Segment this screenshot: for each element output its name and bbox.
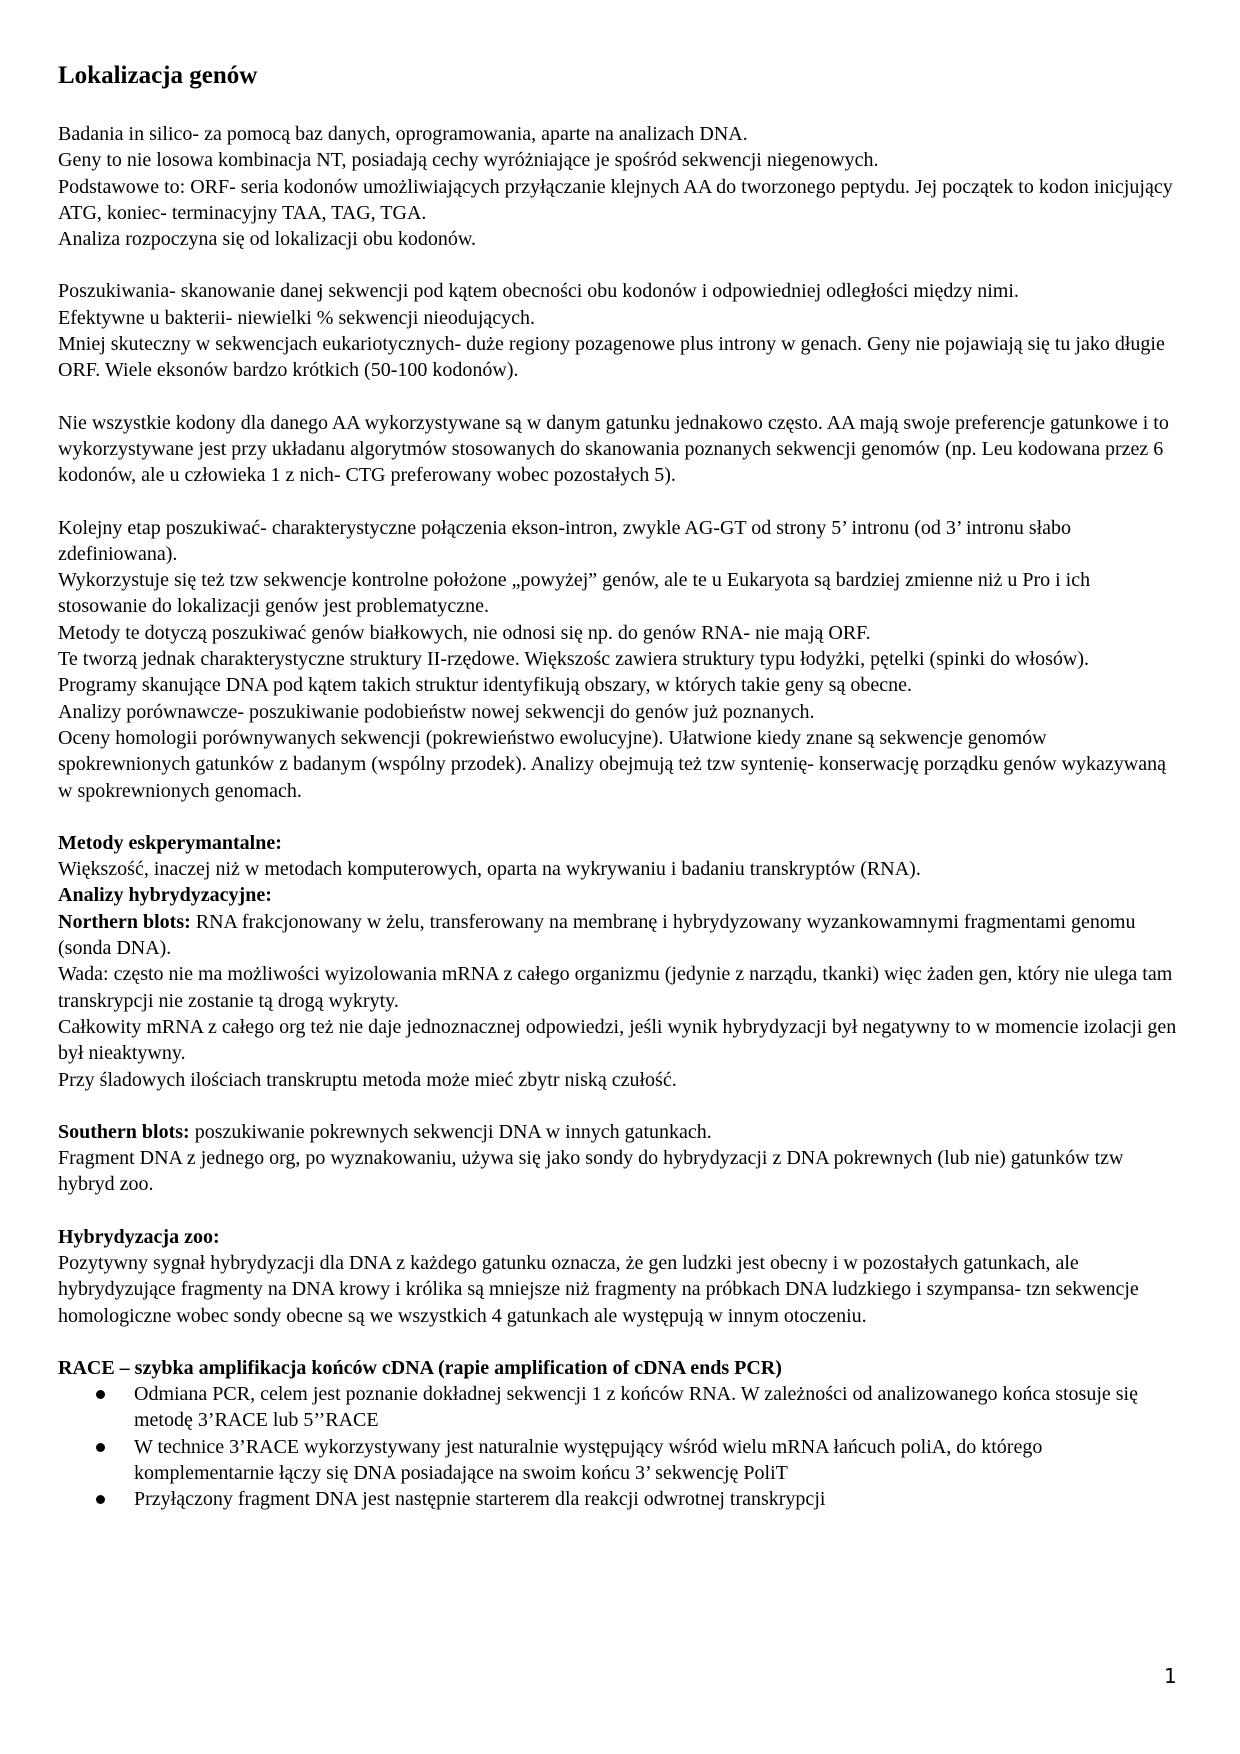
section-heading-zoo: Hybrydyzacja zoo: (58, 1225, 220, 1248)
paragraph-gap (58, 384, 1180, 410)
paragraph: Te tworzą jednak charakterystyczne struktury II-rzędowe. Większośc zawiera struktury typu łodyżki, pętelki (spinki do włosów). (58, 648, 1089, 671)
paragraph-gap (58, 1329, 1180, 1355)
bullet-icon (96, 1495, 105, 1504)
page-number: 1 (1164, 1664, 1177, 1688)
list-item-text: Przyłączony fragment DNA jest następnie starterem dla reakcji odwrotnej transkrypcji (134, 1488, 826, 1511)
paragraph: Badania in silico- za pomocą baz danych, oprogramowania, aparte na analizach DNA. (58, 123, 748, 145)
paragraph-gap (58, 1198, 1180, 1224)
northern-blots-text: RNA frakcjonowany w żelu, transferowany na membranę i hybrydyzowany wyzankowamnymi fragmentami genomu (sonda DNA). (58, 910, 1136, 960)
bullet-icon (96, 1443, 105, 1452)
paragraph: Oceny homologii porównywanych sekwencji (pokrewieństwo ewolucyjne). Ułatwione kiedy znane są sekwencje genomów spokrewnionych gatunków z badanym (wspólny przodek). Analizy obejmują też tzw syntenię- konserwację porządku genów wykazywaną w spokrewnionych genomach. (58, 726, 1166, 802)
southern-blots-label: Southern blots: (58, 1120, 190, 1143)
paragraph: Analizy porównawcze- poszukiwanie podobieństw nowej sekwencji do genów już poznanych. (58, 700, 815, 723)
paragraph: Pozytywny sygnał hybrydyzacji dla DNA z każdego gatunku oznacza, że gen ludzki jest obecny i w pozostałych gatunkach, ale hybrydyzujące fragmenty na DNA krowy i królika są mniejsze niż fragmenty na próbkach DNA ludzkiego i szympansa- tzn sekwencje homologiczne wobec sondy obecne są we wszystkich 4 gatunkach ale występują w innym otoczeniu. (58, 1251, 1139, 1327)
paragraph-gap (58, 1093, 1180, 1119)
paragraph: Analiza rozpoczyna się od lokalizacji obu kodonów. (58, 228, 477, 251)
paragraph: Nie wszystkie kodony dla danego AA wykorzystywane są w danym gatunku jednakowo często. AA mają swoje preferencje gatunkowe i to wykorzystywane jest przy układanu algorytmów stosowanych do skanowania poznanych sekwencji genomów (np. Leu kodowana przez 6 kodonów, ale u człowieka 1 z nich- CTG preferowany wobec pozostałych 5). (58, 411, 1169, 487)
paragraph: Mniej skuteczny w sekwencjach eukariotycznych- duże regiony pozagenowe plus introny w genach. Geny nie pojawiają się tu jako długie ORF. Wiele eksonów bardzo krótkich (50-100 kodonów). (58, 333, 1165, 382)
paragraph: Większość, inaczej niż w metodach komputerowych, oparta na wykrywaniu i badaniu transkryptów (RNA). (58, 858, 921, 881)
list-item (58, 1486, 1180, 1512)
northern-blots-paragraph (58, 909, 1180, 962)
list-item-text: Odmiana PCR, celem jest poznanie dokładnej sekwencji 1 z końców RNA. W zależności od analizowanego końca stosuje się metodę 3’RACE lub 5’’RACE (134, 1383, 1138, 1432)
paragraph-gap (58, 804, 1180, 830)
list-item (58, 1381, 1180, 1434)
page-title: Lokalizacja genów (58, 62, 258, 89)
paragraph: Fragment DNA z jednego org, po wyznakowaniu, używa się jako sondy do hybrydyzacji z DNA pokrewnych (lub nie) gatunków tzw hybryd zoo. (58, 1147, 1124, 1196)
list-item (58, 1434, 1180, 1487)
race-bullet-list (58, 1381, 1180, 1512)
section-heading-hybridization: Analizy hybrydyzacyjne: (58, 884, 272, 907)
northern-blots-label: Northern blots: (58, 910, 191, 933)
southern-blots-paragraph (58, 1119, 1180, 1145)
paragraph: Wada: często nie ma możliwości wyizolowania mRNA z całego organizmu (jedynie z narządu, tkanki) więc żaden gen, który nie ulega tam transkrypcji nie zostanie tą drogą wykryty. (58, 963, 1173, 1012)
paragraph: Geny to nie losowa kombinacja NT, posiadają cechy wyróżniające je spośród sekwencji niegenowych. (58, 149, 879, 172)
paragraph: Kolejny etap poszukiwać- charakterystyczne połączenia ekson-intron, zwykle AG-GT od strony 5’ intronu (od 3’ intronu słabo zdefiniowana). (58, 516, 1072, 565)
paragraph: Metody te dotyczą poszukiwać genów białkowych, nie odnosi się np. do genów RNA- nie mają ORF. (58, 621, 871, 644)
document-page (58, 58, 1180, 1513)
paragraph: Podstawowe to: ORF- seria kodonów umożliwiających przyłączanie klejnych AA do tworzonego peptydu. Jej początek to kodon inicjujący ATG, koniec- terminacyjny TAA, TAG, TGA. (58, 175, 1173, 224)
southern-blots-text: poszukiwanie pokrewnych sekwencji DNA w innych gatunkach. (189, 1120, 712, 1143)
paragraph-gap (58, 252, 1180, 278)
section-heading-race: RACE – szybka amplifikacja końców cDNA (rapie amplification of cDNA ends PCR) (58, 1356, 782, 1379)
paragraph: Poszukiwania- skanowanie danej sekwencji pod kątem obecności obu kodonów i odpowiedniej odległości między nimi. (58, 280, 1019, 303)
section-heading-experimental: Metody eskperymantalne: (58, 831, 282, 854)
paragraph-gap (58, 489, 1180, 515)
document-body (58, 121, 1180, 1513)
paragraph: Programy skanujące DNA pod kątem takich struktur identyfikują obszary, w których takie geny są obecne. (58, 674, 913, 697)
paragraph: Całkowity mRNA z całego org też nie daje jednoznacznej odpowiedzi, jeśli wynik hybrydyzacji był negatywny to w momencie izolacji gen był nieaktywny. (58, 1015, 1177, 1065)
paragraph: Przy śladowych ilościach transkruptu metoda może mieć zbytr niską czułość. (58, 1068, 677, 1091)
bullet-icon (96, 1390, 105, 1399)
list-item-text: W technice 3’RACE wykorzystywany jest naturalnie występujący wśród wielu mRNA łańcuch poliA, do którego komplementarnie łączy się DNA posiadające na swoim końcu 3’ sekwencję PoliT (134, 1435, 1043, 1485)
paragraph: Wykorzystuje się też tzw sekwencje kontrolne położone „powyżej” genów, ale te u Eukaryota są bardziej zmienne niż u Pro i ich stosowanie do lokalizacji genów jest problematyczne. (58, 569, 1091, 618)
paragraph: Efektywne u bakterii- niewielki % sekwencji nieodujących. (58, 306, 536, 329)
